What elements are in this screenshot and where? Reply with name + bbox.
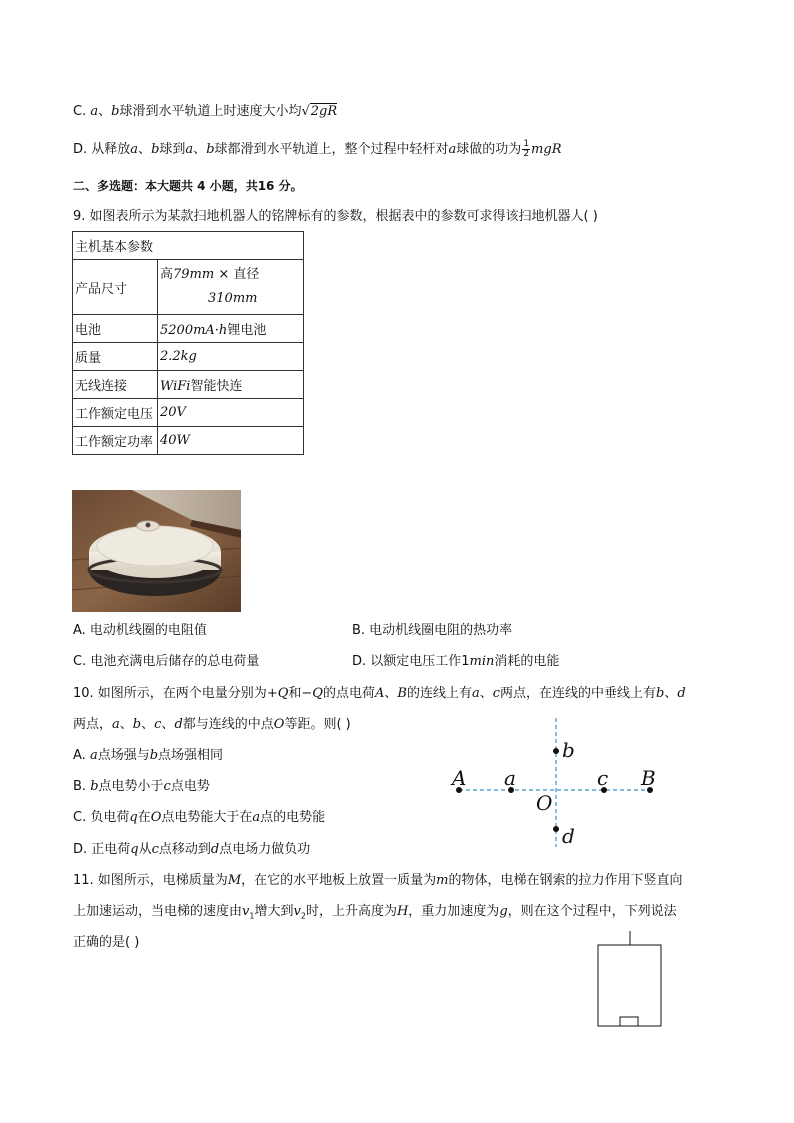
- label-c: c: [597, 766, 609, 790]
- q9-option-d[interactable]: D. 以额定电压工作1min消耗的电能: [352, 654, 560, 669]
- label-a: a: [504, 766, 516, 790]
- table-header: 主机基本参数: [73, 232, 304, 260]
- fraction: $\frac{1}{2}$: [523, 139, 530, 159]
- q8-option-c[interactable]: C. a、b球滑到水平轨道上时速度大小均√2gR: [73, 104, 338, 119]
- object-block: [620, 1017, 638, 1026]
- table-row: 质量 2.2kg: [73, 343, 304, 371]
- q9-option-a[interactable]: A. 电动机线圈的电阻值: [73, 623, 207, 638]
- q8-option-d[interactable]: D. 从释放a、b球到a、b球都滑到水平轨道上，整个过程中轻杆对a球做的功为 $\frac{1}{2}$ mgR: [73, 139, 562, 159]
- q10-option-d[interactable]: D. 正电荷q从c点移动到d点电场力做负功: [73, 842, 311, 857]
- label-O: O: [536, 791, 553, 815]
- table-row: 工作额定电压 20V: [73, 399, 304, 427]
- q9-stem: 9. 如图表所示为某款扫地机器人的铭牌标有的参数，根据表中的参数可求得该扫地机器人( ): [73, 209, 598, 224]
- table-row: 产品尺寸 高79mm × 直径 310mm: [73, 260, 304, 315]
- point-d: [553, 826, 559, 832]
- q9-option-b[interactable]: B. 电动机线圈电阻的热功率: [352, 623, 513, 638]
- elevator-diagram: [592, 928, 668, 1032]
- table-row: 无线连接 WiFi智能快连: [73, 371, 304, 399]
- q11-stem-line1: 11. 如图所示，电梯质量为M，在它的水平地板上放置一质量为m的物体，电梯在钢索的拉力作用下竖直向: [73, 873, 683, 888]
- q10-stem-line1: 10. 如图所示，在两个电量分别为+Q和−Q的点电荷A、B的连线上有a、c两点，在连线的中垂线上有b、d: [73, 686, 686, 701]
- q11-stem-line3: 正确的是( ): [73, 935, 140, 950]
- q10-option-b[interactable]: B. b点电势小于c点电势: [73, 779, 210, 794]
- table-header-row: [73, 232, 304, 260]
- label-A: A: [452, 766, 467, 790]
- q10-option-a[interactable]: A. a点场强与b点场强相同: [73, 748, 224, 763]
- sqrt-expression: √2gR: [301, 104, 338, 119]
- label-b: b: [562, 738, 575, 762]
- elevator-car: [598, 945, 661, 1026]
- parameter-table: [72, 231, 304, 455]
- q11-stem-line2: 上加速运动，当电梯的速度由$v_1$增大到$v_2$时，上升高度为H，重力加速度为g，则在这个过程中，下列说法: [73, 904, 677, 921]
- robot-vacuum-illustration: [72, 490, 241, 612]
- charge-diagram: [445, 715, 670, 855]
- table-row: 电池 5200mA·h锂电池: [73, 315, 304, 343]
- q10-stem-line2: 两点，a、b、c、d都与连线的中点O等距。则( ): [73, 717, 351, 732]
- robot-vacuum-photo: [72, 490, 241, 612]
- q10-option-c[interactable]: C. 负电荷q在O点电势能大于在a点的电势能: [73, 810, 326, 825]
- table-row: 工作额定功率 40W: [73, 427, 304, 455]
- section-title: 二、多选题：本大题共 4 小题，共16 分。: [73, 179, 303, 193]
- point-b: [553, 748, 559, 754]
- label-B: B: [641, 766, 656, 790]
- q9-option-c[interactable]: C. 电池充满电后储存的总电荷量: [73, 654, 260, 669]
- label-d: d: [562, 824, 575, 848]
